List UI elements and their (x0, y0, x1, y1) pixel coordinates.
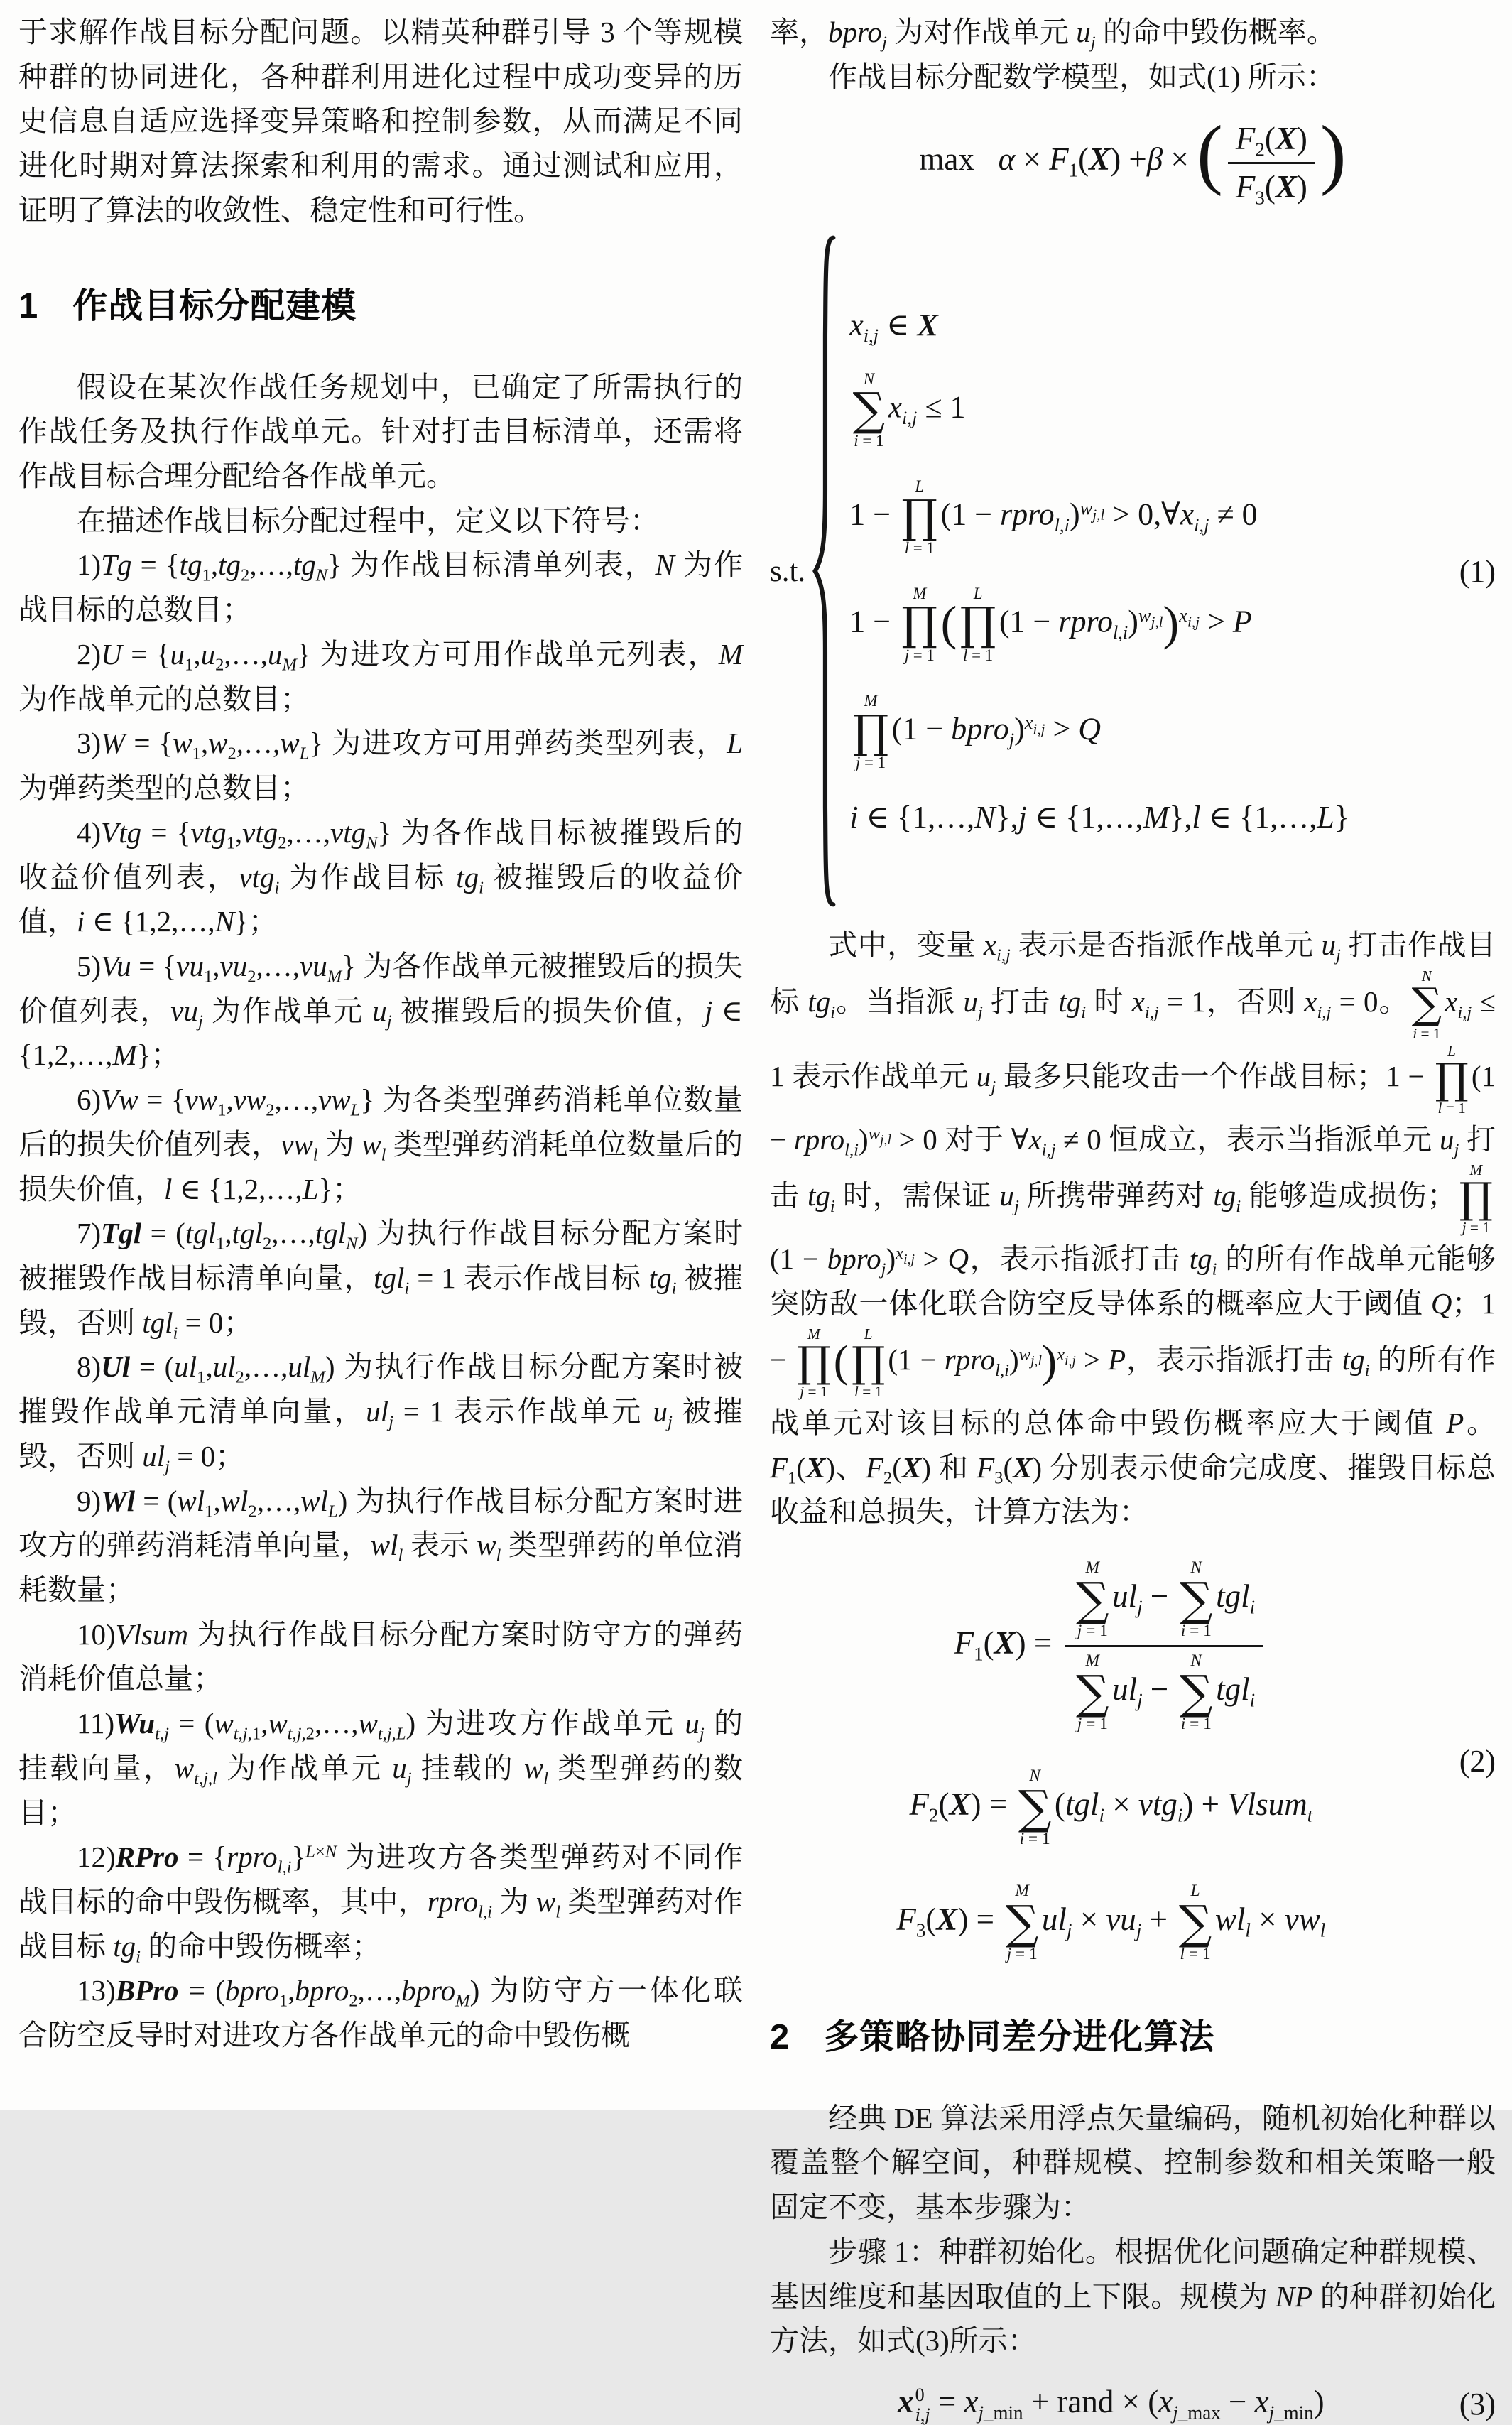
subject-to-label: s.t. (770, 554, 806, 588)
equation-2-rows (770, 1558, 1452, 1964)
model-lead-paragraph: 作战目标分配数学模型，如式(1) 所示： (828, 60, 1336, 93)
definition-item-6: $6)Vw = \{vw_1,vw_2,\dots,vw_L\}$ 为各类型弹药消耗单位数量后的损失价值列表，$vw_l$ 为 $w_l$ 类型弹药消耗单位数量后的损失价值，l ∈ {1,2,…,L}； (18, 1083, 744, 1205)
definition-item-3: $3)W = \{w_1,w_2,\dots,w_L\}$ 为进攻方可用弹药类型列表，L 为弹药类型的总数目； (18, 727, 743, 805)
f1-formula: $F_1(X)$ = M ∑ j = 1 $ul_j$ − N ∑ i = 1 tgl$_i$ M ∑ j = 1 $ul_j$ − N ∑ i = 1 tgl$_i$ (954, 1558, 1268, 1734)
definition-item-8: $8)Ul = (ul_1,ul_2,\dots,ul_M)$ 为执行作战目标分配方案时被摧毁作战单元清单向量，$ul_j = 1$ 表示作战单元 $u_j$ 被摧毁，否则 $ul_j = 0$； (18, 1350, 744, 1477)
assumption-paragraph: 假设在某次作战任务规划中，已确定了所需执行的作战任务及执行作战单元。针对打击目标清单，还需将作战目标合理分配给各作战单元。 (18, 370, 743, 493)
definition-item-9: $9)Wl = (wl_1,wl_2,\dots,wl_L)$ 为执行作战目标分配方案时进攻方的弹药消耗清单向量，$wl_l$ 表示 $w_l$ 类型弹药的单位消耗数量； (18, 1484, 744, 1606)
initialization-formula: x 0 i,j = $x_{j\_min}$ + rand × $(x_{j\_max} - x_{j\_min})$ (898, 2384, 1325, 2425)
step1-paragraph: 步骤 1：种群初始化。根据优化问题确定种群规模、基因维度和基因取值的上下限。规模为 NP 的种群初始化方法，如式(3)所示： (770, 2235, 1496, 2358)
section-2-title: 多策略协同差分进化算法 (824, 2017, 1215, 2056)
section-1-title: 作战目标分配建模 (72, 286, 357, 325)
objective-function: $\max \alpha \times F_1(X) +\beta$ × ( $\frac{F_2(X)}{F_3(X)}$ ) (919, 109, 1347, 209)
left-column (18, 10, 743, 2058)
explanation-paragraph: 式中，变量 $x_{i,j}$ 表示是否指派作战单元 $u_j$ 打击作战目标 $tg_i$。当指派 $u_j$ 打击 $tg_i$ 时 $x_{i,j} = 1$，否则 $x_{i,j} = 0$。 N ∑ i = 1 $x_{i,j} \le 1$ 表示作战单元 $u_j$ 最多只能攻击一个作战目标；1 − L ∏ l = 1 (1 − rpro$_{l,i}$)$^{w_{j,l}}$ > 0 对于 $\forall x_{i,j} \ne 0$ 恒成立，表示当指派单元 $u_j$ 打击 $tg_i$ 时，需保证 $u_j$ 所携带弹药对 $tg_i$ 能够造成损伤； M ∏ j = 1 (1 − bpro$_j$)$^{x_{i,j}}$ > Q，表示指派打击 $tg_i$ 的所有作战单元能够突防敌一体化联合防空反导体系的概率应大于阈值 Q；1 − M ∏ j = 1 ( L ∏ l = 1 (1 − rpro$_{l,i}$)$^{w_{j,l}}$)$^{x_{i,j}}$ > P，表示指派打击 $tg_i$ 的所有作战单元对该目标的总体命中毁伤概率应大于阈值 P。$F_1(X)$、$F_2(X)$ 和 $F_3(X)$ 分别表示使命完成度、摧毁目标总收益和总损失，计算方法为： (770, 928, 1496, 1529)
de-algorithm-paragraph: 经典 DE 算法采用浮点矢量编码，随机初始化种群以覆盖整个解空间，种群规模、控制参数和相关策略一般固定不变，基本步骤为： (770, 2101, 1496, 2224)
section-2-heading (770, 2009, 1496, 2059)
equation-1 (770, 109, 1496, 913)
definition-item-4: 4)Vtg = {vtg$_1$,vtg$_2$,…,vtg$_N$} 为各作战目标被摧毁后的收益价值列表，vtg$_i$ 为作战目标 $tg_i$ 被摧毁后的收益价值，i ∈ {1,2,…,N}； (18, 815, 743, 938)
equation-2 (770, 1558, 1496, 1964)
definition-item-13: 13)BPro = (bpro$_1$,bpro$_2$,…,bpro$_M$) 为防守方一体化联合防空反导时对进攻方各作战单元的命中毁伤概 (18, 1974, 743, 2052)
section-1-number: 1 (18, 286, 39, 325)
equation-3 (770, 2383, 1496, 2424)
section-1-heading (18, 278, 743, 328)
equation-3-number: (3) (1459, 2386, 1496, 2421)
intro-paragraph: 于求解作战目标分配问题。以精英种群引导 3 个等规模种群的协同进化，各种群利用进化过程中成功变异的历史信息自适应选择变异策略和控制参数，从而满足不同进化时期对算法探索和利用的需求。通过测试和应用，证明了算法的收敛性、稳定性和可行性。 (18, 16, 743, 227)
definition-item-12: 12)RPro = {rpro$_{l,i}$}$^{L\times N}$ 为进攻方各类型弹药对不同作战目标的命中毁伤概率，其中，rpro$_{l,i}$ 为 $w_l$ 类型弹药对作战目标 $tg_i$ 的命中毁伤概率； (18, 1840, 744, 1967)
equation-1-number: (1) (1459, 553, 1496, 589)
constraint-row-1: $x_{i,j}$ ∈ X (849, 307, 938, 346)
constraint-row-6: i ∈ {1,…,N},j ∈ {1,…,M},l ∈ {1,…,L} (849, 800, 1349, 835)
constraint-system (770, 229, 1496, 913)
equation-2-number: (2) (1459, 1743, 1496, 1779)
right-column (770, 10, 1496, 2424)
continuation-paragraph: 率，bpro$_j$ 为对作战单元 $u_j$ 的命中毁伤概率。 (770, 16, 1336, 53)
constraint-row-2: N ∑ i = 1 $x_{i,j} \le 1$ (852, 369, 966, 450)
constraint-row-3: 1 − L ∏ l = 1 (1 − rpro$_{l,i}$)$^{w_{j,l}}$ > $0,\forall x_{i,j} \ne 0$ (849, 477, 1258, 557)
definition-item-7: 7)Tgl = (tgl$_1$,tgl$_2$,…,tgl$_N$) 为执行作战目标分配方案时被摧毁作战目标清单向量，tgl$_i$ = 1 表示作战目标 $tg_i$ 被摧毁，否则 tgl$_i$ = 0； (18, 1217, 744, 1343)
definition-item-1: $1)Tg = \{tg_1,tg_2,\dots,tg_N\}$ 为作战目标清单列表，N 为作战目标的总数目； (18, 548, 743, 626)
definition-item-2: $2)U = \{u_1,u_2,\dots,u_M\}$ 为进攻方可用作战单元列表，M 为作战单元的总数目； (18, 637, 743, 715)
f2-formula: $F_2(X)$ = N ∑ i = 1 (tgl$_i$ × vtg$_i$) + Vlsum$_t$ (909, 1767, 1313, 1849)
f3-formula: $F_3(X)$ = M ∑ j = 1 $ul_j \times vu_j$ + L ∑ l = 1 $wl_l \times vw_l$ (896, 1881, 1326, 1963)
constraint-row-4: 1 − M ∏ j = 1 ( L ∏ l = 1 (1 − rpro$_{l,i}$)$^{w_{j,l}}$)$^{x_{i,j}}$ > P (849, 585, 1252, 664)
constraint-list (849, 307, 1452, 836)
definition-lead-paragraph: 在描述作战目标分配过程中，定义以下符号： (77, 504, 659, 537)
section-2-number: 2 (770, 2017, 790, 2056)
constraint-row-5: M ∏ j = 1 (1 − bpro$_j$)$^{x_{i,j}}$ > Q (852, 692, 1102, 772)
definition-item-5: $5)Vu = \{vu_1,vu_2,\dots,vu_M\}$ 为各作战单元被摧毁后的损失价值列表，$vu_j$ 为作战单元 $u_j$ 被摧毁后的损失价值，j ∈ {1,2,…,M}； (18, 949, 744, 1072)
definition-item-11: $11)Wu_{t,j}$ = $(w_{t,j,1},w_{t,j,2},\dots,w_{t,j,L})$ 为进攻方作战单元 $u_j$ 的挂载向量，$w_{t,j,l}$ 为作战单元 $u_j$ 挂载的 $w_l$ 类型弹药的数目； (18, 1707, 744, 1829)
curly-brace-icon (811, 234, 838, 908)
definition-item-10: 10)Vlsum 为执行作战目标分配方案时防守方的弹药消耗价值总量； (18, 1617, 743, 1696)
